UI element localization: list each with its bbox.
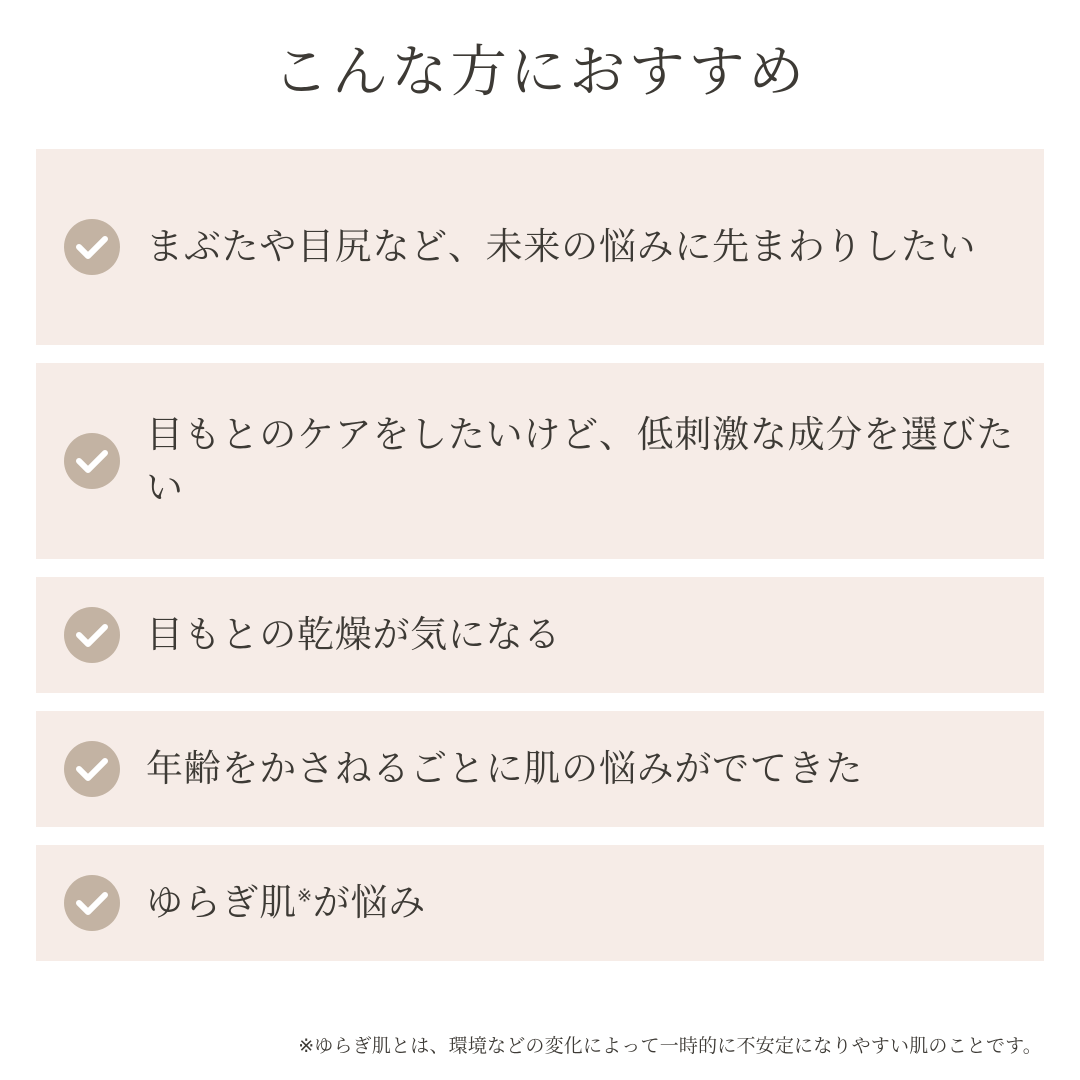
check-circle-icon [64, 433, 120, 489]
list-item-label-tail: が悩み [312, 882, 427, 924]
list-item-label: まぶたや目尻など、未来の悩みに先まわりしたい [146, 226, 977, 268]
reference-mark: ※ [296, 886, 313, 907]
list-item-label: 目もとの乾燥が気になる [146, 614, 562, 656]
list-item [36, 149, 1044, 345]
check-circle-icon [64, 875, 120, 931]
recommendation-list [0, 149, 1080, 961]
check-circle-icon [64, 741, 120, 797]
page-title: こんな方におすすめ [272, 40, 808, 103]
list-item [36, 845, 1044, 961]
list-item [36, 363, 1044, 559]
footnote-text: ※ゆらぎ肌とは、環境などの変化によって一時的に不安定になりやすい肌のことです。 [298, 1036, 1042, 1057]
list-item-label [146, 876, 426, 930]
list-item [36, 577, 1044, 693]
check-circle-icon [64, 607, 120, 663]
list-item-label: 目もとのケアをしたいけど、低刺激な成分を選びたい [146, 413, 1015, 509]
list-item-label-main: ゆらぎ肌 [146, 882, 297, 924]
list-item [36, 711, 1044, 827]
list-item-label: 年齢をかさねるごとに肌の悩みがでてきた [146, 748, 864, 790]
check-circle-icon [64, 219, 120, 275]
